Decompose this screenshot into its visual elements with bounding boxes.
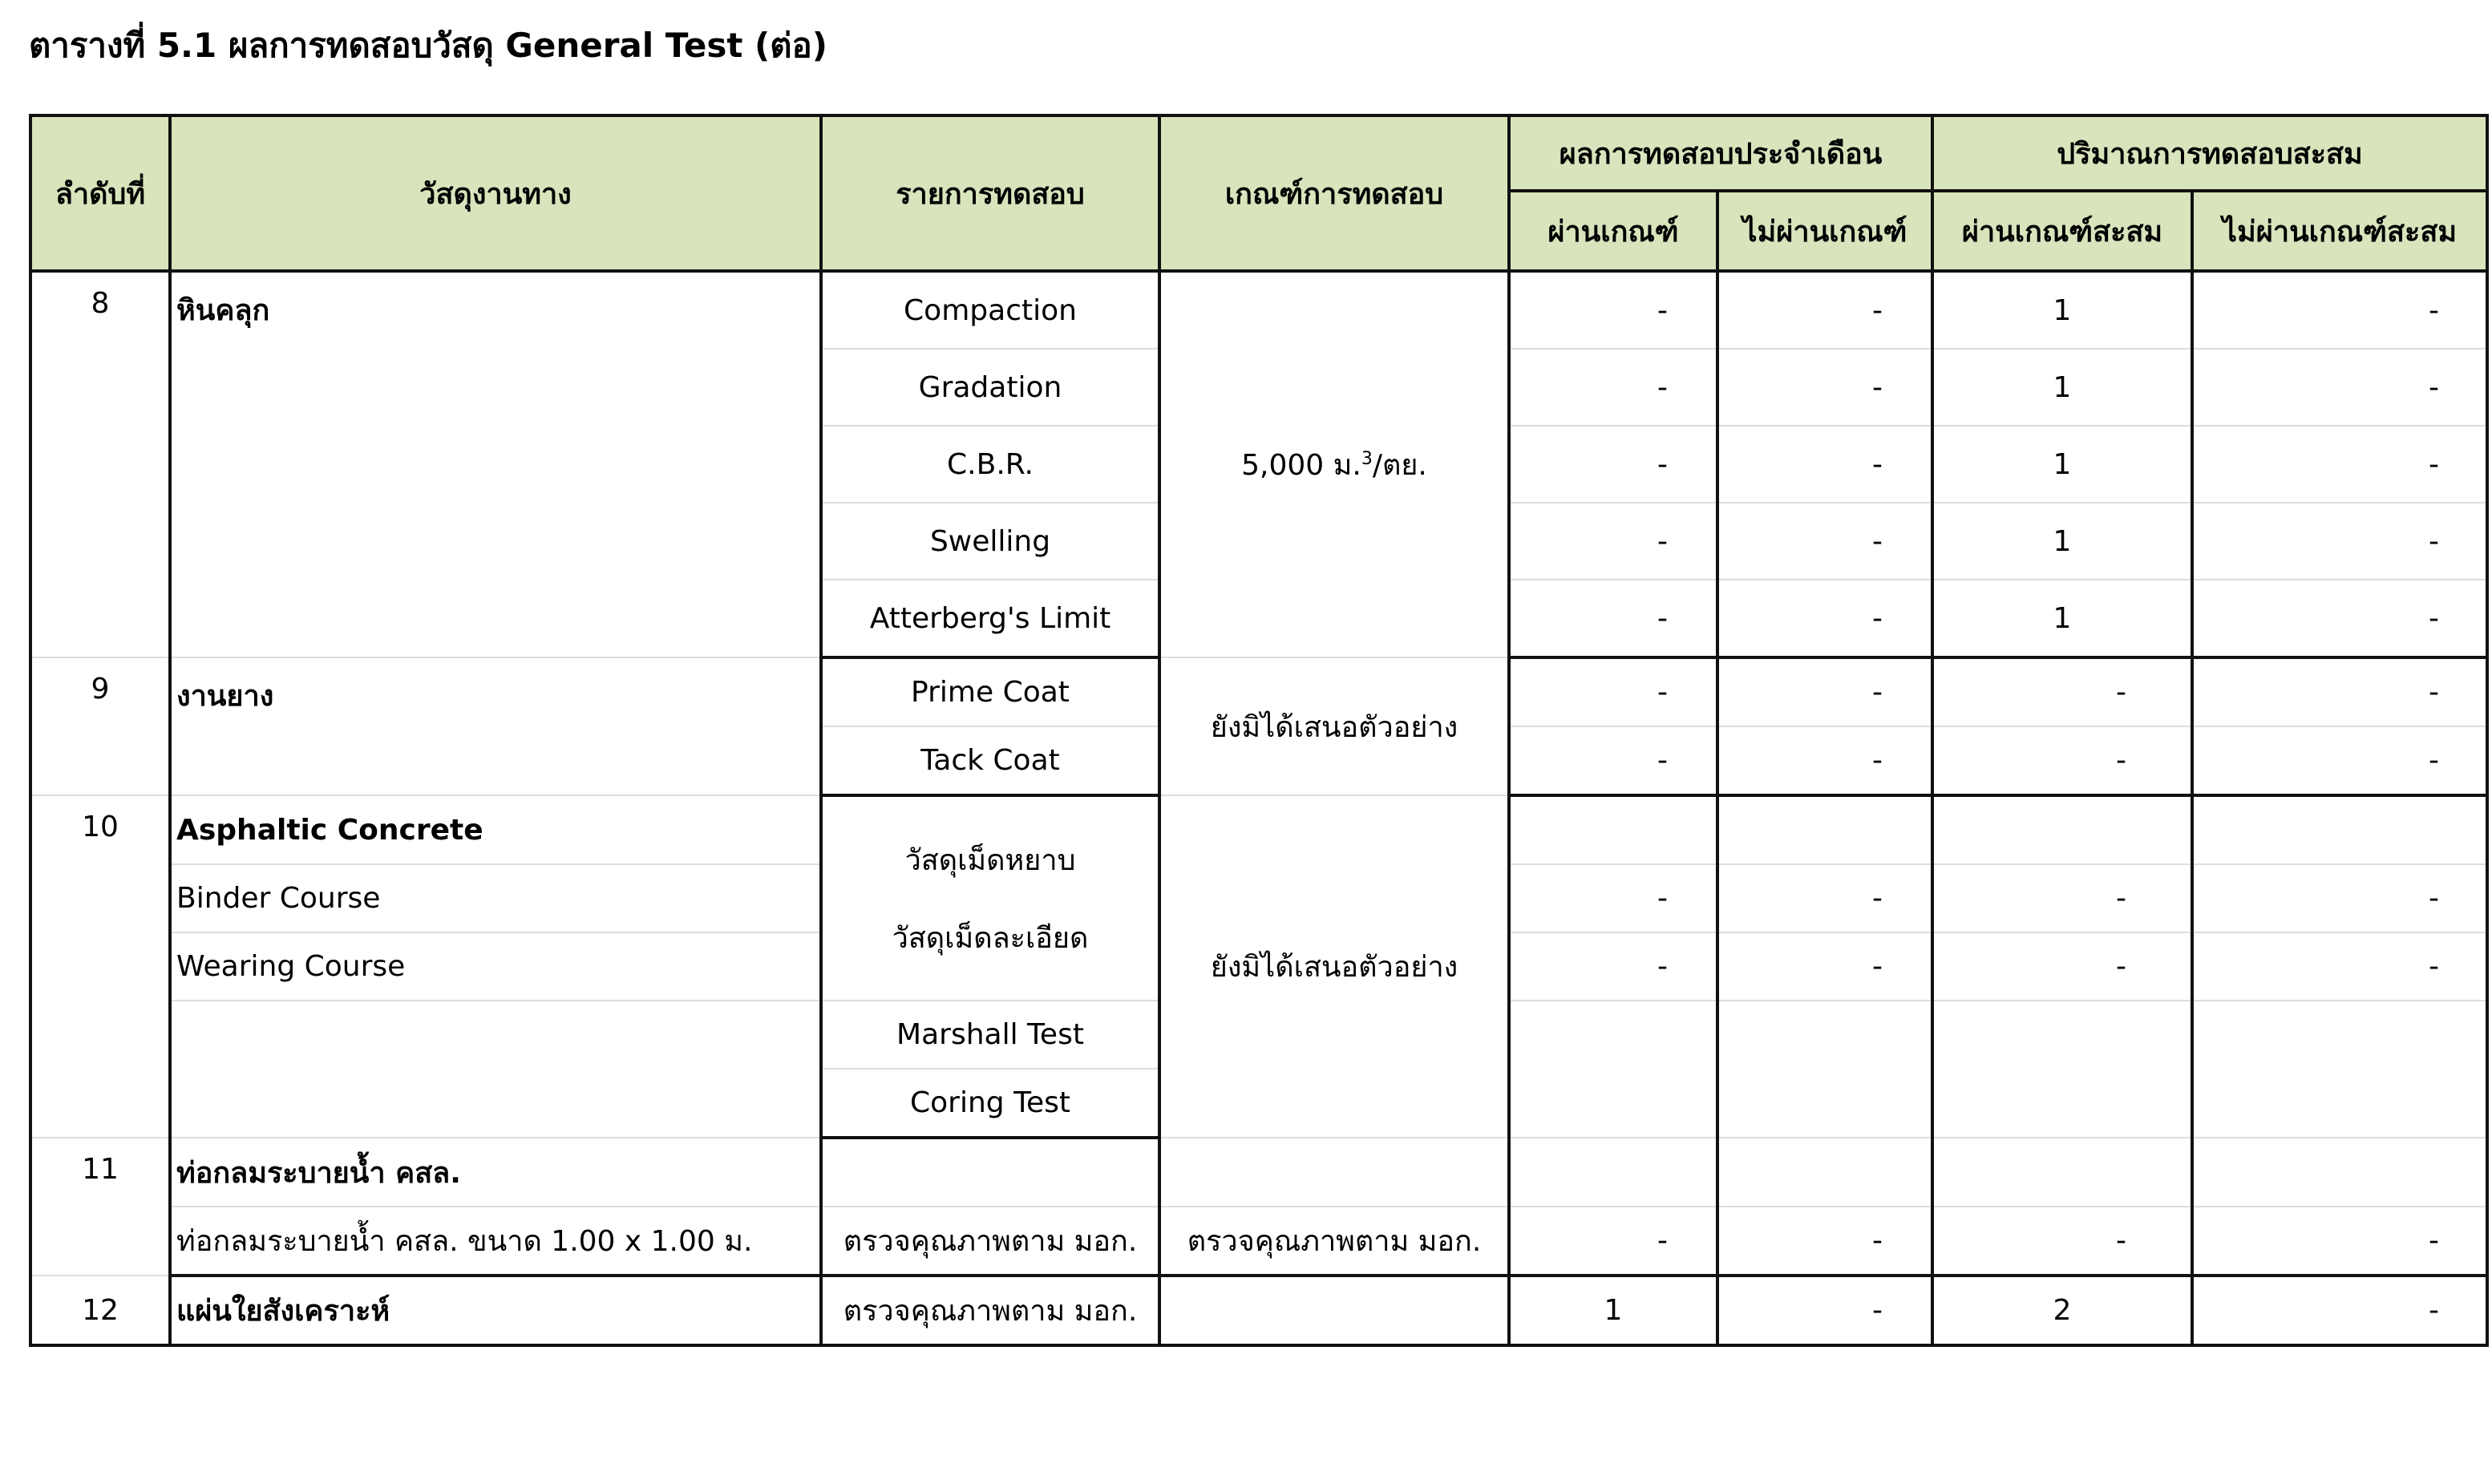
row-no: 11 [30,1138,170,1276]
header-cum-fail: ไม่ผ่านเกณฑ์สะสม [2192,191,2487,271]
cum-fail-value: - [2192,1207,2487,1276]
table-row [30,1138,2487,1207]
cum-pass-value: 1 [1932,580,2192,657]
cum-pass-value: 1 [1932,349,2192,426]
cum-fail-value: - [2192,932,2487,1001]
header-criteria: เกณฑ์การทดสอบ [1159,115,1509,271]
pass-value: - [1509,271,1717,349]
test-name: Compaction [821,271,1159,349]
cum-fail-value: - [2192,864,2487,932]
row-no: 9 [30,657,170,795]
criteria-text: 5,000 ม. [1241,449,1361,482]
cum-fail-value [2192,1138,2487,1207]
criteria-unit: /ตย. [1372,449,1427,482]
pass-value: - [1509,932,1717,1001]
fail-value: - [1717,932,1932,1001]
row-no: 10 [30,795,170,1138]
row-no: 12 [30,1276,170,1345]
material-name: งานยาง [170,657,821,795]
material-name: ท่อกลมระบายน้ำ คสล. [170,1138,821,1207]
fail-value: - [1717,726,1932,795]
criteria-cell: ยังมิได้เสนอตัวอย่าง [1159,657,1509,795]
test-name: Gradation [821,349,1159,426]
test-name: Swelling [821,503,1159,580]
cum-pass-value: - [1932,726,2192,795]
cum-fail-value: - [2192,1276,2487,1345]
material-sub-binder: Binder Course [170,864,821,932]
fail-value: - [1717,349,1932,426]
test-name [821,795,1159,1001]
cum-pass-value [1932,795,2192,864]
material-sub: ท่อกลมระบายน้ำ คสล. ขนาด 1.00 x 1.00 ม. [170,1207,821,1276]
pass-value: - [1509,726,1717,795]
cum-pass-value: - [1932,1207,2192,1276]
header-monthly: ผลการทดสอบประจำเดือน [1509,115,1932,191]
cum-pass-value [1932,1001,2192,1138]
pass-value: - [1509,580,1717,657]
header-cum-pass: ผ่านเกณฑ์สะสม [1932,191,2192,271]
fail-value: - [1717,426,1932,503]
cum-pass-value: - [1932,657,2192,726]
cum-fail-value: - [2192,426,2487,503]
fail-value [1717,795,1932,864]
cum-fail-value [2192,1001,2487,1138]
header-fail: ไม่ผ่านเกณฑ์ [1717,191,1932,271]
fail-value: - [1717,503,1932,580]
test-coarse: วัสดุเม็ดหยาบ [904,843,1076,877]
pass-value [1509,1001,1717,1138]
material-name: แผ่นใยสังเคราะห์ [170,1276,821,1345]
table-title: ตารางที่ 5.1 ผลการทดสอบวัสดุ General Test (ต่อ) [29,26,827,65]
cum-pass-value [1932,1138,2192,1207]
test-name: ตรวจคุณภาพตาม มอก. [821,1207,1159,1276]
header-test-item: รายการทดสอบ [821,115,1159,271]
cum-pass-value: 1 [1932,503,2192,580]
pass-value: - [1509,426,1717,503]
cum-pass-value: 1 [1932,426,2192,503]
fail-value: - [1717,1276,1932,1345]
table-row [30,1207,2487,1276]
table-row [30,657,2487,726]
test-name [821,1138,1159,1207]
criteria-sup: 3 [1361,449,1373,469]
cum-fail-value [2192,795,2487,864]
fail-value: - [1717,657,1932,726]
pass-value: - [1509,864,1717,932]
test-fine: วัสดุเม็ดละเอียด [892,921,1089,955]
test-name: Marshall Test [821,1001,1159,1069]
cum-fail-value: - [2192,349,2487,426]
table-row [30,1276,2487,1345]
header-cumulative: ปริมาณการทดสอบสะสม [1932,115,2487,191]
header-material: วัสดุงานทาง [170,115,821,271]
fail-value: - [1717,864,1932,932]
pass-value [1509,1138,1717,1207]
material-name: Asphaltic Concrete [170,795,821,864]
cum-fail-value: - [2192,657,2487,726]
test-results-table [29,114,2489,1347]
material-name: หินคลุก [170,271,821,657]
criteria-cell [1159,271,1509,657]
fail-value: - [1717,580,1932,657]
row-no: 8 [30,271,170,657]
pass-value: - [1509,1207,1717,1276]
table-row [30,795,2487,864]
pass-value: - [1509,657,1717,726]
test-name: Coring Test [821,1069,1159,1138]
test-name: Atterberg's Limit [821,580,1159,657]
pass-value [1509,795,1717,864]
table-row [30,271,2487,349]
fail-value [1717,1001,1932,1138]
criteria-cell [1159,1138,1509,1207]
criteria-cell: ตรวจคุณภาพตาม มอก. [1159,1207,1509,1276]
fail-value: - [1717,1207,1932,1276]
header-no: ลำดับที่ [30,115,170,271]
criteria-cell: ยังมิได้เสนอตัวอย่าง [1159,795,1509,1138]
header-pass: ผ่านเกณฑ์ [1509,191,1717,271]
cum-fail-value: - [2192,726,2487,795]
pass-value: 1 [1509,1276,1717,1345]
test-name: Prime Coat [821,657,1159,726]
cum-fail-value: - [2192,271,2487,349]
cum-fail-value: - [2192,580,2487,657]
cum-pass-value: 2 [1932,1276,2192,1345]
material-empty [170,1001,821,1138]
material-sub-wearing: Wearing Course [170,932,821,1001]
pass-value: - [1509,503,1717,580]
test-name: C.B.R. [821,426,1159,503]
criteria-cell [1159,1276,1509,1345]
cum-pass-value: - [1932,864,2192,932]
test-name: Tack Coat [821,726,1159,795]
cum-pass-value: 1 [1932,271,2192,349]
fail-value: - [1717,271,1932,349]
pass-value: - [1509,349,1717,426]
cum-fail-value: - [2192,503,2487,580]
cum-pass-value: - [1932,932,2192,1001]
fail-value [1717,1138,1932,1207]
test-name: ตรวจคุณภาพตาม มอก. [821,1276,1159,1345]
